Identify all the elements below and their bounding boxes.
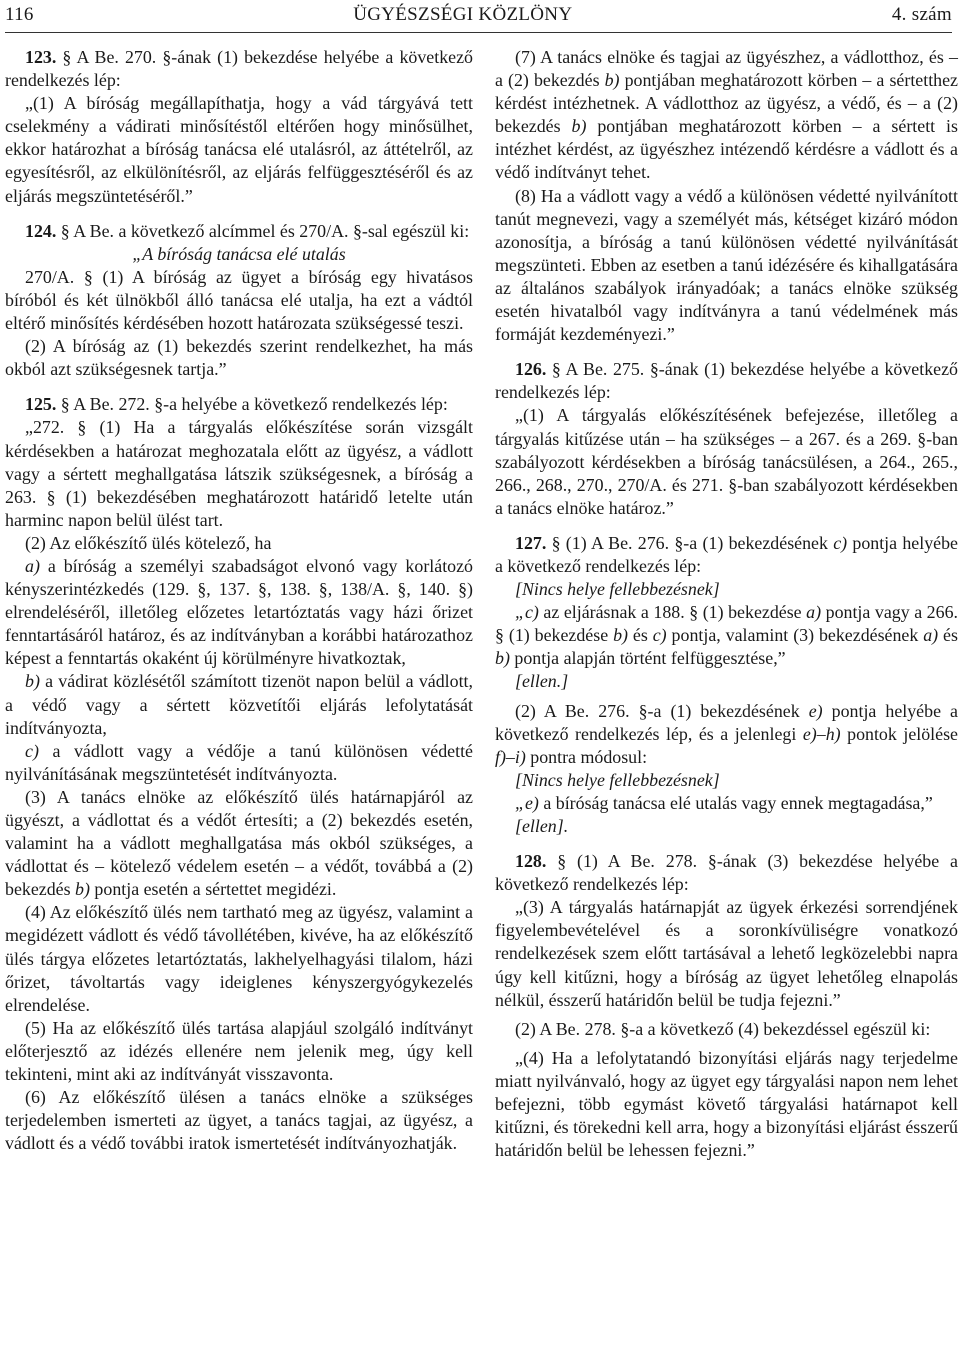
text: pontjában meghatározott körben – a sértetthez kérdést intézhetnek. A vádlotthoz az ügyész, a védő, és – a (2) bekezdés xyxy=(495,70,958,137)
text: pontja alapján történt felfüggesztése,” xyxy=(509,648,786,669)
item-label: b) xyxy=(25,671,40,692)
text: pontok jelölése xyxy=(840,723,958,744)
section-number: 123. xyxy=(25,47,57,67)
section-124-intro xyxy=(5,220,473,243)
text: a bíróság tanácsa elé utalás vagy ennek megtagadása,” xyxy=(538,792,933,813)
page-header xyxy=(5,0,952,30)
item-text: a vádirat közlésétől számított tizenöt napon belül a vádlott, a védő vagy a sértett közvetítői eljárás lefolytatását indítványozta, xyxy=(5,671,473,738)
section-number: 127. xyxy=(515,532,547,553)
section-125-intro xyxy=(5,393,473,416)
section-123-intro xyxy=(5,46,473,92)
text: pontra módosul: xyxy=(525,746,648,767)
item-label: a) xyxy=(806,602,822,623)
list-item-b xyxy=(5,670,473,739)
paragraph: „(3) A tárgyalás határnapját az ügyek érkezési sorrendjének figyelembevételével és a soronkívüliségre vonatkozó rendelkezések szem előtt tartásával a lehető legközelebbi napra úgy kell kitűzni, hogy a bíróság az ügyet lehetőleg elnapolás nélkül, ésszerű határidőn belül be tudja fejezni.” xyxy=(495,897,958,1010)
item-label: e)–h) xyxy=(802,723,841,744)
text: pontja, valamint (3) bekezdésének xyxy=(666,625,924,646)
section-126-intro xyxy=(495,358,958,404)
section-number: 124. xyxy=(25,220,57,241)
bracket-note: [Nincs helye fellebbezésnek] xyxy=(515,769,720,790)
section-text: § A Be. a következő alcímmel és 270/A. §-sal egészül ki: xyxy=(60,220,470,241)
text: (3) A tanács elnöke az előkészítő ülés határnapjáról az ügyészt, a vádlottat és a védőt értesíti; a (2) bekezdés esetén, valamint ha a vádlott meghallgatása más okból szükséges, a vádlottat és – kötelező védelem esetén – a védőt, továbbá a (2) bekezdés xyxy=(5,786,473,900)
paragraph: (5) Ha az előkészítő ülés tartása alapjául szolgáló indítványt előterjesztő az idézés ellenére nem jelenik meg, úgy kell tekinteni, mint aki az indítványát visszavonta. xyxy=(5,1017,473,1085)
paragraph xyxy=(5,786,473,901)
item-label: b) xyxy=(604,70,620,91)
text: az eljárásnak a 188. § (1) bekezdése xyxy=(538,602,807,623)
item-label: f)–i) xyxy=(495,746,526,767)
section-128-intro xyxy=(495,850,958,896)
section-text: § A Be. 272. §-a helyébe a következő rendelkezés lép: xyxy=(60,394,448,415)
section-127-intro xyxy=(495,532,958,578)
left-column xyxy=(5,46,473,1155)
section-text: § A Be. 275. §-ának (1) bekezdése helyébe a következő rendelkezés lép: xyxy=(495,359,958,403)
paragraph: (2) A bíróság az (1) bekezdés szerint rendelkezhet, ha más okból azt szükségesnek tartja.” xyxy=(5,336,473,380)
section-number: 125. xyxy=(25,394,57,415)
paragraph xyxy=(495,601,958,670)
item-label: c) xyxy=(833,532,848,553)
page-number: 116 xyxy=(5,4,34,25)
subtitle: „A bíróság tanácsa elé utalás xyxy=(132,243,346,264)
paragraph: (2) A Be. 278. §-a a következő (4) bekezdéssel egészül ki: xyxy=(515,1018,931,1039)
item-label: b) xyxy=(75,879,90,900)
text: és xyxy=(627,625,653,646)
paragraph: (8) Ha a vádlott vagy a védő a különösen védetté nyilvánított tanút megnevezi, vagy a személyét más, kétséget kizáró módon azonosítja, a bíróság a tanú különösen védetté nyilvánítását megszünteti. Ebben az esetben a tanú idézésére és kihallgatására az általános szabályok irányadóak; a tanács elnöke szükség esetén hivatalból vagy indítványra a tanú védelmének más formáját kezdeményezi.” xyxy=(495,185,958,345)
header-rule xyxy=(5,32,952,33)
paragraph: „272. § (1) Ha a tárgyalás előkészítése során vizsgált kérdésekben a határozat meghozatala előtt az ügyész, a vádlott vagy a sértett meghallgatása látszik szükségesnek, a bíróság a 263. § (1) bekezdésében meghatározott határidő letelte után harminc napon belül ülést tart. xyxy=(5,417,473,530)
paragraph: 270/A. § (1) A bíróság az ügyet a bíróság egy hivatásos bíróból és két ülnökből álló tanácsa elé utalja, ha ezt a vádtól eltérő minősítés kérdésében hozott határozata szükségessé teszi. xyxy=(5,266,473,334)
item-text: a vádlott vagy a védője a tanú különösen védetté nyilvánításának megszüntetését indítványozta. xyxy=(5,740,473,784)
text: (2) A Be. 276. §-a (1) bekezdésének xyxy=(515,700,809,721)
issue-number: 4. szám xyxy=(891,4,952,25)
paragraph: (2) Az előkészítő ülés kötelező, ha xyxy=(25,532,272,553)
paragraph xyxy=(495,792,958,815)
paragraph xyxy=(495,46,958,185)
item-label: c) xyxy=(25,740,39,761)
item-label: „c) xyxy=(515,602,539,623)
item-label: „e) xyxy=(515,792,539,813)
item-label: b) xyxy=(613,625,628,646)
paragraph: „(4) Ha a lefolytatandó bizonyítási eljárás nagy terjedelme miatt nyilvánvaló, hogy az ügyet egy tárgyalási napon nem lehet befejezni, több egymást követő tárgyalási határnapot kell kitűzni, és törekedni kell arra, hogy a bizonyítási eljárást ésszerű határidőn belül be lehessen fejezni.” xyxy=(495,1047,958,1161)
text: § (1) A Be. 276. §-a (1) bekezdésének xyxy=(551,532,834,553)
item-label: b) xyxy=(571,116,587,137)
ellen-note: [ellen.] xyxy=(515,671,569,692)
section-number: 128. xyxy=(515,851,547,872)
text: pontja helyébe a következő rendelkezés lép: xyxy=(495,532,958,576)
item-label: e) xyxy=(808,700,823,721)
section-number: 126. xyxy=(515,359,547,380)
text: (7) A tanács elnöke és tagjai az ügyészhez, a vádlotthoz, és – a (2) bekezdés xyxy=(495,47,958,91)
journal-title: ÜGYÉSZSÉGI KÖZLÖNY xyxy=(353,4,573,25)
text: pontja esetén a sértettet megidézi. xyxy=(89,879,337,900)
item-text: a bíróság a személyi szabadságot elvonó vagy korlátozó kényszerintézkedés (129. §, 137. §, 138. §, 138/A. §, 140. §) elrendeléséről, illetőleg előzetes letartóztatás vagy házi őrizet fenntartásáról határoz, és az indítványban a korábbi határozathoz képest a fenntartás okaként új körülményre hivatkoztak, xyxy=(5,555,473,669)
text: pontja helyébe a következő rendelkezés lép, és a jelenlegi xyxy=(495,700,958,744)
item-label: c) xyxy=(652,625,667,646)
list-item-c xyxy=(5,740,473,786)
section-text: § (1) A Be. 278. §-ának (3) bekezdése helyébe a következő rendelkezés lép: xyxy=(495,851,958,895)
ellen-note: [ellen]. xyxy=(515,816,569,836)
paragraph: (4) Az előkészítő ülés nem tartható meg az ügyész, valamint a megidézett vádlott és védő távollétében, kivéve, ha az előkészítő ülés tárgya előzetes letartóztatás, lakhelyelhagyási tilalom, házi őrizet, távoltartás vagy ideiglenes kényszergyógykezelés elrendelése. xyxy=(5,902,473,1015)
bracket-note: [Nincs helye fellebbezésnek] xyxy=(515,579,720,600)
list-item-a xyxy=(5,555,473,670)
text: és xyxy=(938,625,958,646)
section-123-body: „(1) A bíróság megállapíthatja, hogy a vád tárgyává tett cselekmény a vádirati minősítéstől eltérően hogy minősülhet, ekkor határozhat a bíróság tanácsa elé utalásról, az áttételről, az egyesítésről, az elkülönítésről, az eljárás felfüggesztéséről és az eljárás megszüntetéséről.” xyxy=(5,93,473,206)
paragraph: (6) Az előkészítő ülésen a tanács elnöke a szükséges terjedelemben ismerteti az ügyet, a tanács tagjai, az ügyész, a vádlott és a védő további iratok ismertetését indítványozhatják. xyxy=(5,1087,473,1154)
section-text: § A Be. 270. §-ának (1) bekezdése helyébe a következő rendelkezés lép: xyxy=(5,47,473,91)
right-column xyxy=(495,46,958,1162)
text: pontja vagy a 266. § (1) bekezdése xyxy=(495,602,958,646)
text: pontjában meghatározott körben – a sértett is intézhet kérdést, az ügyészhez intézendő kérdésre a vádlott és a védő indítványt tehet. xyxy=(495,116,958,183)
item-label: a) xyxy=(25,555,40,576)
item-label: a) xyxy=(923,625,939,646)
paragraph: „(1) A tárgyalás előkészítésének befejezése, illetőleg a tárgyalás kitűzése után – ha szükséges – a 267. és a 269. §-ban szabályozott kérdésekben a bíróság tanácsülésen, a 264., 265., 266., 268., 270., 270/A. és 271. §-ban szabályozott kérdésekben a tanács elnöke határoz.” xyxy=(495,405,958,518)
paragraph xyxy=(495,700,958,769)
item-label: b) xyxy=(495,648,510,669)
